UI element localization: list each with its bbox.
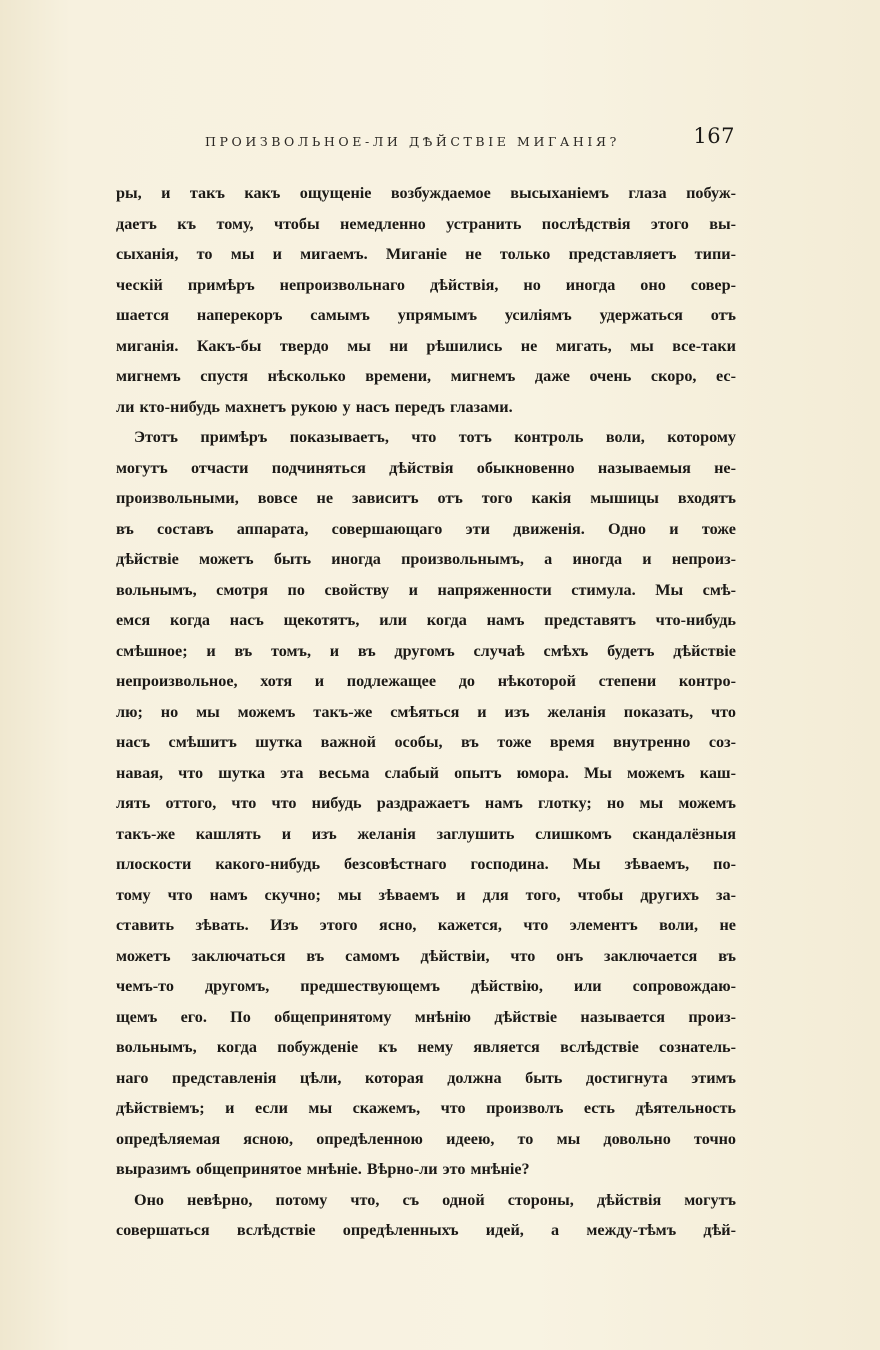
- text-line: щемъ его. По общепринятому мнѣнію дѣйствіе называется произ-: [116, 1007, 736, 1026]
- text-line: можетъ заключаться въ самомъ дѣйствіи, что онъ заключается въ: [116, 946, 736, 965]
- text-line: смѣшное; и въ томъ, и въ другомъ случаѣ смѣхъ будетъ дѣйствіе: [116, 641, 736, 660]
- text-line: даетъ къ тому, чтобы немедленно устранить послѣдствія этого вы-: [116, 214, 736, 233]
- text-line: навая, что шутка эта весьма слабый опытъ юмора. Мы можемъ каш-: [116, 763, 736, 782]
- text-line: ставить зѣвать. Изъ этого ясно, кажется, что элементъ воли, не: [116, 916, 736, 934]
- text-line: ры, и такъ какъ ощущеніе возбуждаемое высыханіемъ глаза побуж-: [116, 184, 736, 202]
- text-line: Оно невѣрно, потому что, съ одной стороны, дѣйствія могутъ: [134, 1190, 736, 1209]
- text-line: насъ смѣшитъ шутка важной особы, въ тоже время внутренно соз-: [116, 733, 736, 751]
- text-line: выразимъ общепринятое мнѣніе. Вѣрно-ли это мнѣніе?: [116, 1160, 530, 1178]
- text-line: тому что намъ скучно; мы зѣваемъ и для того, чтобы другихъ за-: [116, 885, 736, 904]
- text-line: плоскости какого-нибудь безсовѣстнаго господина. Мы зѣваемъ, по-: [116, 855, 736, 873]
- text-line: ческій примѣръ непроизвольнаго дѣйствія, но иногда оно совер-: [116, 275, 736, 294]
- text-line: непроизвольное, хотя и подлежащее до нѣкоторой степени контро-: [116, 672, 736, 690]
- body-text: [116, 178, 736, 1246]
- text-line: дѣйствіе можетъ быть иногда произвольнымъ, а иногда и непроиз-: [116, 550, 736, 568]
- page-number: 167: [693, 124, 735, 148]
- text-line: шается наперекоръ самымъ упрямымъ усиліямъ удержаться отъ: [116, 306, 736, 324]
- text-line: мигнемъ спустя нѣсколько времени, мигнемъ даже очень скоро, ес-: [116, 367, 736, 385]
- text-line: лять оттого, что что нибудь раздражаетъ намъ глотку; но мы можемъ: [116, 794, 736, 812]
- text-line: емся когда насъ щекотятъ, или когда намъ представятъ что-нибудь: [116, 611, 736, 629]
- text-line: чемъ-то другомъ, предшествующемъ дѣйствію, или сопровождаю-: [116, 977, 736, 995]
- text-line: вольнымъ, смотря по свойству и напряженности стимула. Мы смѣ-: [116, 580, 736, 599]
- text-line: вольнымъ, когда побужденіе къ нему является вслѣдствіе сознатель-: [116, 1038, 736, 1056]
- text-line: наго представленія цѣли, которая должна быть достигнута этимъ: [116, 1068, 736, 1087]
- text-line: совершаться вслѣдствіе опредѣленныхъ идей, а между-тѣмъ дѣй-: [116, 1221, 736, 1239]
- text-line: миганія. Какъ-бы твердо мы ни рѣшились не мигать, мы все-таки: [116, 336, 736, 355]
- text-line: сыханія, то мы и мигаемъ. Миганіе не только представляетъ типи-: [116, 245, 736, 263]
- running-title: ПРОИЗВОЛЬНОЕ-ЛИ ДѢЙСТВІЕ МИГАНІЯ?: [205, 134, 620, 149]
- text-line: произвольными, вовсе не зависитъ отъ того какія мышицы входятъ: [116, 489, 736, 507]
- text-line: ли кто-нибудь махнетъ рукою у насъ передъ глазами.: [116, 397, 513, 416]
- text-line: лю; но мы можемъ такъ-же смѣяться и изъ желанія показать, что: [116, 702, 736, 721]
- text-line: такъ-же кашлять и изъ желанія заглушить слишкомъ скандалёзныя: [116, 824, 736, 843]
- text-line: дѣйствіемъ; и если мы скажемъ, что произволъ есть дѣятельность: [116, 1099, 736, 1117]
- text-line: Этотъ примѣръ показываетъ, что тотъ контроль воли, которому: [134, 428, 736, 446]
- text-line: въ составъ аппарата, совершающаго эти движенія. Одно и тоже: [116, 519, 736, 538]
- page-header: [205, 124, 735, 154]
- text-line: опредѣляемая ясною, опредѣленною идеею, то мы довольно точно: [116, 1129, 736, 1148]
- text-line: могутъ отчасти подчиняться дѣйствія обыкновенно называемыя не-: [116, 458, 736, 477]
